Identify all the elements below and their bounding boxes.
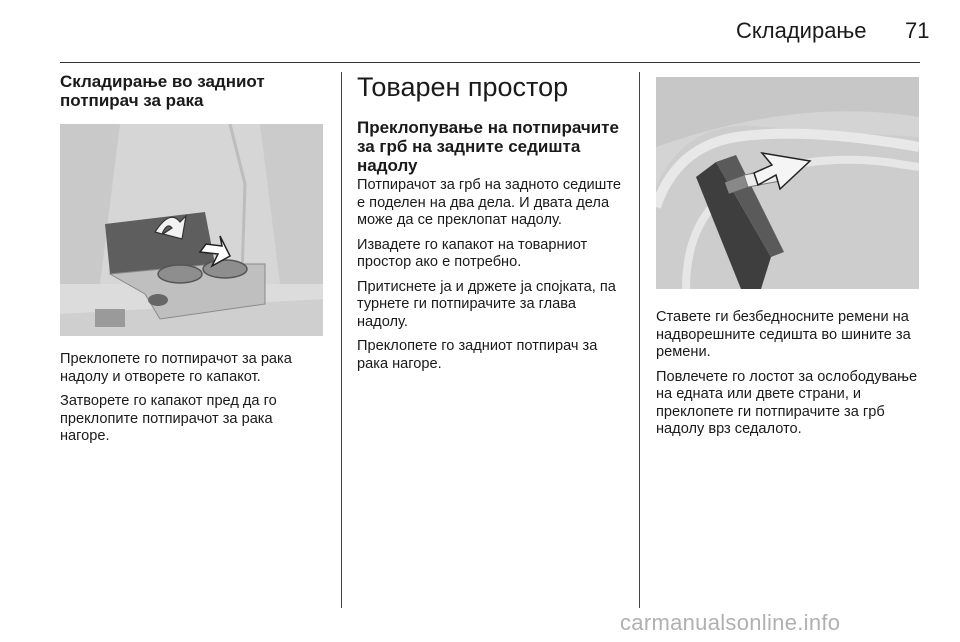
armrest-figure	[60, 124, 323, 336]
page-header	[60, 0, 930, 63]
section-title: Товарен простор	[357, 72, 569, 102]
paragraph: Ставете ги безбедносните ремени на надворешните седишта во шините за ремени.	[656, 309, 911, 360]
column-2	[357, 72, 627, 380]
armrest-storage-heading: Складирање во задниот потпирач за рака	[60, 72, 265, 110]
paragraph: Притиснете ја и држете ја спојката, па турнете ги потпирачите за глава надолу.	[357, 278, 616, 330]
header-title: Складирање	[736, 18, 867, 43]
page-number: 71	[905, 18, 930, 43]
column-divider	[639, 72, 640, 608]
column-divider	[341, 72, 342, 608]
watermark-text: carmanualsonline.info	[620, 610, 841, 635]
armrest-illustration	[60, 124, 323, 336]
paragraph: Преклопете го задниот потпирач за рака нагоре.	[357, 338, 598, 372]
seat-belt-illustration	[656, 77, 919, 289]
column-1	[60, 72, 325, 453]
seat-belt-figure	[656, 77, 919, 289]
paragraph: Преклопете го потпирачот за рака надолу и отворете го капакот.	[60, 351, 292, 385]
paragraph: Затворете го капакот пред да го преклопите потпирачот за рака нагоре.	[60, 393, 277, 444]
fold-backrest-heading: Преклопување на потпирачите за грб на задните седишта надолу	[357, 118, 619, 175]
paragraph: Повлечете го лостот за ослободување на едната или двете страни, и преклопете ги потпирачите за грб надолу врз седалото.	[656, 368, 918, 437]
paragraph: Извадете го капакот на товарниот простор ако е потребно.	[357, 236, 588, 270]
paragraph: Потпирачот за грб на задното седиште е поделен на два дела. И двата дела може да се преклопат надолу.	[357, 177, 621, 228]
column-3	[656, 77, 924, 446]
